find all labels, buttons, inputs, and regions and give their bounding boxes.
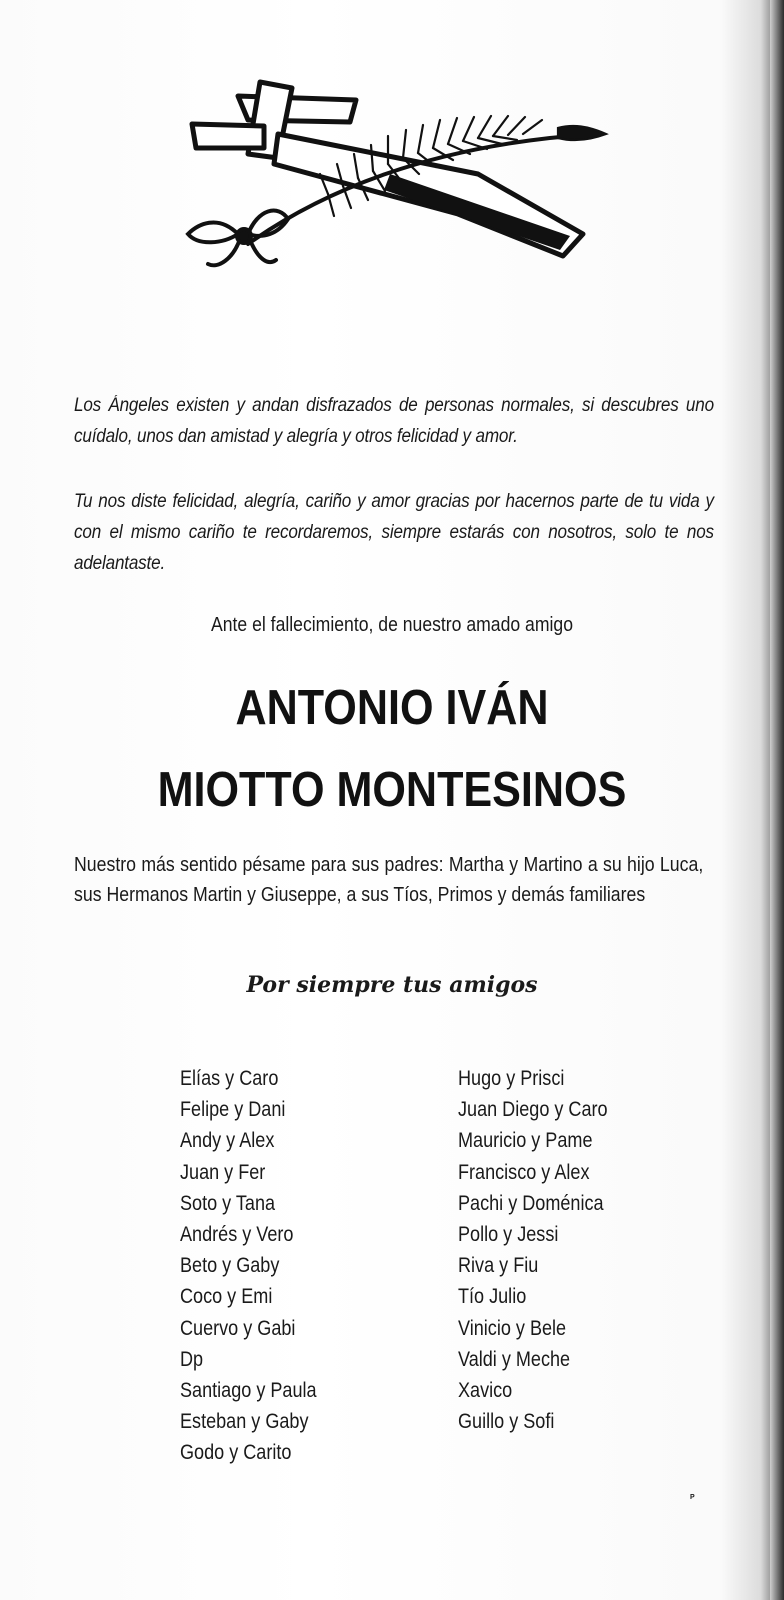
signature-line: Por siempre tus amigos <box>246 972 538 998</box>
cross-with-palm-icon <box>178 74 610 274</box>
verse-paragraph-1 <box>74 390 714 452</box>
friends-list-left <box>180 1063 317 1469</box>
friend-entry: Coco y Emi <box>180 1285 273 1309</box>
friend-entry: Andrés y Vero <box>180 1223 294 1247</box>
friends-list-right <box>458 1063 608 1437</box>
friend-entry: Francisco y Alex <box>458 1160 590 1184</box>
friend-entry: Juan Diego y Caro <box>458 1098 608 1122</box>
friend-entry: Pollo y Jessi <box>458 1223 559 1247</box>
page-edge-shadow <box>770 0 784 1600</box>
deceased-name-line-1: ANTONIO IVÁN <box>235 681 549 735</box>
verse-paragraph-2 <box>74 486 714 579</box>
friend-entry: Santiago y Paula <box>180 1379 317 1403</box>
friend-entry: Guillo y Sofi <box>458 1410 555 1434</box>
verse-text-2: Tu nos diste felicidad, alegría, cariño y amor gracias por hacernos parte de tu vida y con el mismo cariño te recordaremos, siempre estarás con nosotros, solo te nos adelantaste. <box>74 491 714 574</box>
friend-entry: Dp <box>180 1347 204 1371</box>
friend-entry: Vinicio y Bele <box>458 1316 567 1340</box>
friend-entry: Godo y Carito <box>180 1441 292 1465</box>
friend-entry: Mauricio y Pame <box>458 1129 593 1153</box>
friend-entry: Tío Julio <box>458 1285 527 1309</box>
condolence-paragraph: Nuestro más sentido pésame para sus padres: Martha y Martino a su hijo Luca, sus Hermanos Martin y Giuseppe, a sus Tíos, Primos y demás familiares <box>74 854 704 906</box>
friend-entry: Valdi y Meche <box>458 1347 571 1371</box>
friend-entry: Felipe y Dani <box>180 1098 286 1122</box>
friend-entry: Xavico <box>458 1379 513 1403</box>
printer-mark: P <box>690 1494 695 1501</box>
verse-text-1: Los Ángeles existen y andan disfrazados de personas normales, si descubres uno cuídalo, unos dan amistad y alegría y otros felicidad y amor. <box>74 395 714 447</box>
friend-entry: Riva y Fiu <box>458 1254 539 1278</box>
friend-entry: Elías y Caro <box>180 1067 279 1090</box>
friend-entry: Cuervo y Gabi <box>180 1316 296 1340</box>
friend-entry: Esteban y Gaby <box>180 1410 309 1434</box>
intro-line: Ante el fallecimiento, de nuestro amado amigo <box>210 614 573 636</box>
deceased-name-line-2: MIOTTO MONTESINOS <box>157 763 627 817</box>
friend-entry: Soto y Tana <box>180 1191 276 1215</box>
friend-entry: Juan y Fer <box>180 1160 266 1184</box>
friend-entry: Pachi y Doménica <box>458 1191 604 1215</box>
friend-entry: Beto y Gaby <box>180 1254 280 1278</box>
friend-entry: Andy y Alex <box>180 1129 275 1153</box>
friend-entry: Hugo y Prisci <box>458 1067 565 1090</box>
